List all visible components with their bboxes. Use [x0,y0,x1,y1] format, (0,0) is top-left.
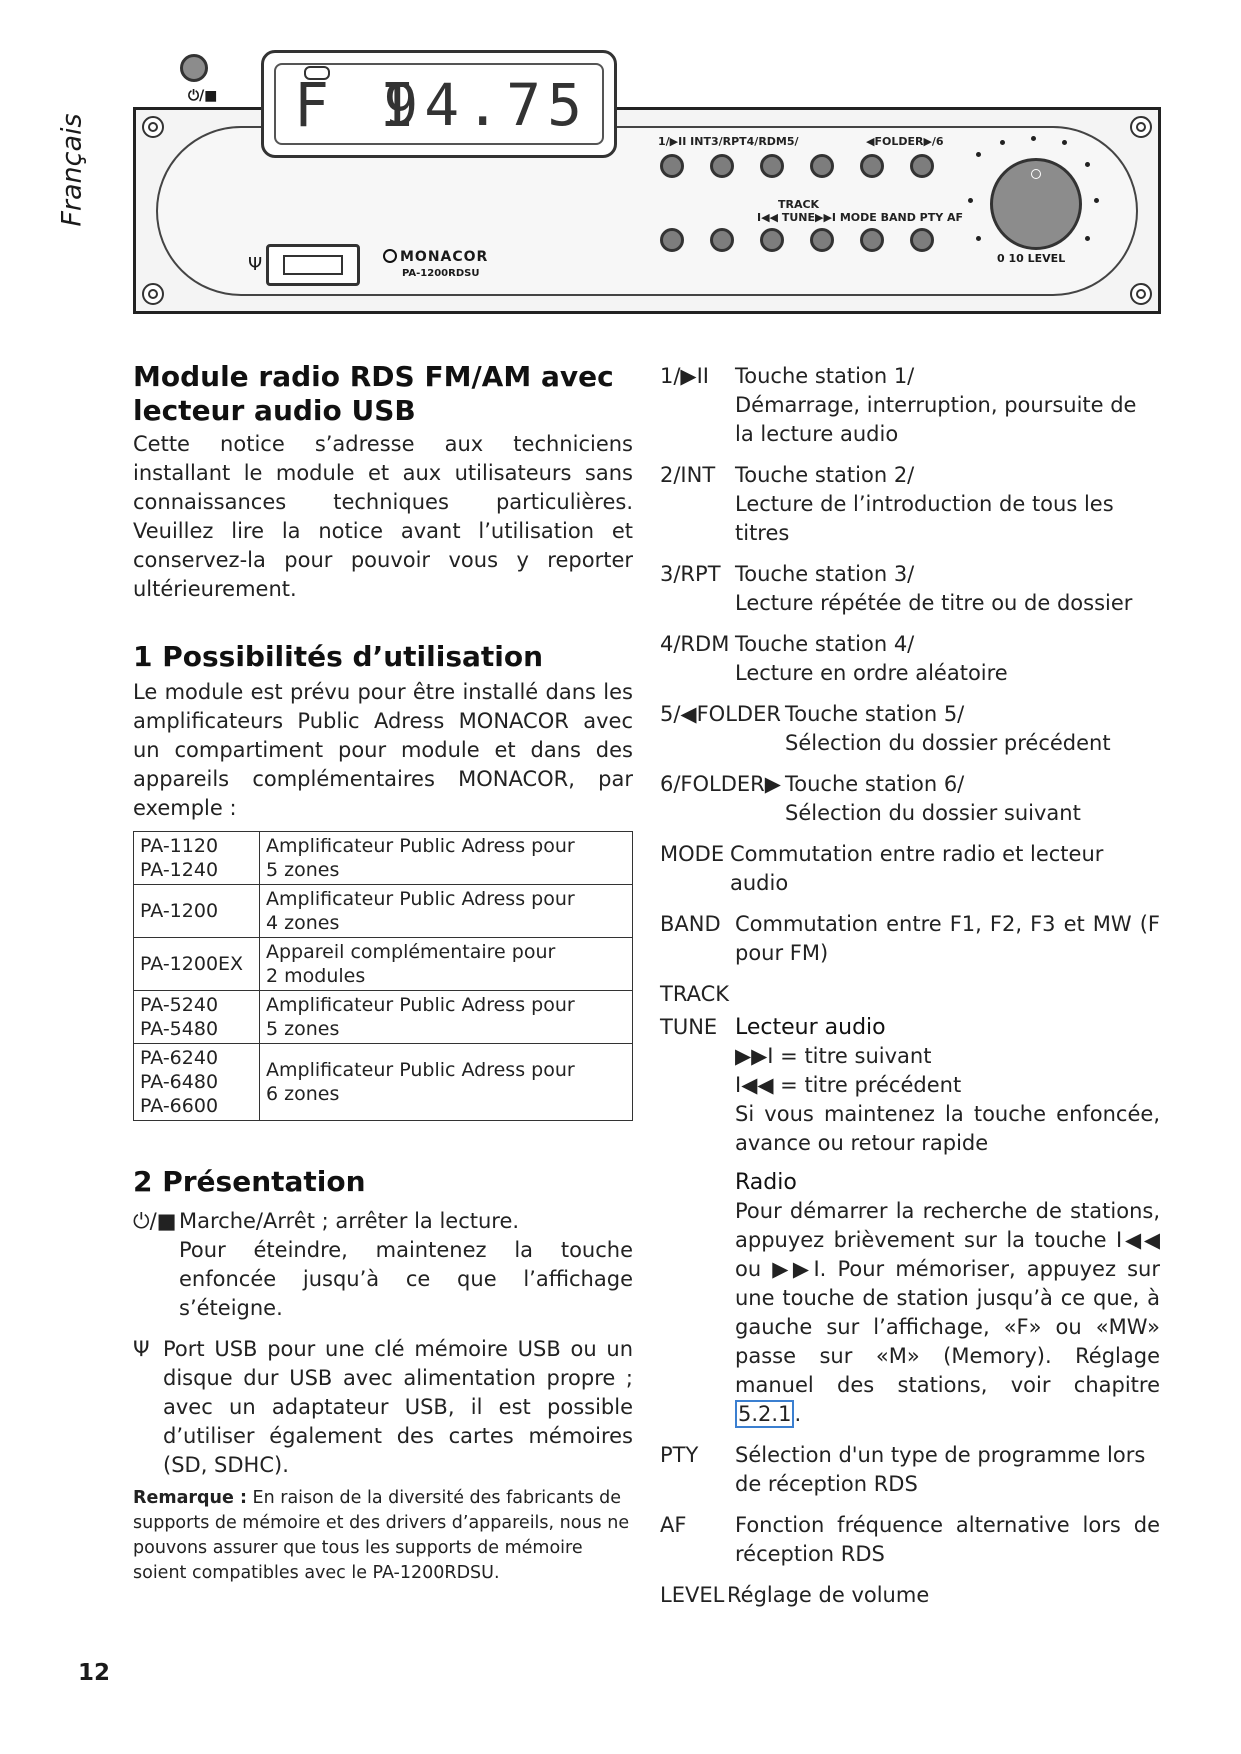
control-symbol: 4/RDM [660,632,730,656]
control-description: Commutation entre radio et lecteur audio [730,842,1104,895]
band-button [810,228,834,252]
level-knob [990,158,1082,250]
control-item [660,362,1160,449]
station-3-button [760,154,784,178]
control-title: Touche station 4/ [735,632,915,656]
station-4-button [810,154,834,178]
top-buttons-label: 1/▶II INT3/RPT4/RDM5/ [658,135,799,148]
control-symbol: TRACK [660,982,729,1006]
table-cell-description: Amplificateur Public Adress pour 5 zones [260,991,633,1044]
track-prev-button [660,228,684,252]
display-frequency-text: 94.75 [383,71,588,139]
control-description: Sélection du dossier suivant [785,801,1081,825]
usb-text: Port USB pour une clé mémoire USB ou un disque dur USB avec alimentation propre ; avec un adaptateur USB, il est possible d’utiliser également des cartes mémoires (SD, SDHC). [163,1337,633,1477]
control-title: Touche station 3/ [735,562,915,586]
screw-icon [142,283,164,305]
folder-buttons-label: ◀FOLDER▶/6 [866,135,944,148]
note-label: Remarque : [133,1488,247,1508]
pty-item [660,1441,1160,1499]
control-symbol: 3/RPT [660,562,721,586]
table-cell-models: PA-1200EX [134,938,260,991]
table-row [134,885,633,938]
audio-prev: I◀◀ = titre précédent [735,1073,962,1097]
power-text: Marche/Arrêt ; arrêter la lecture. [179,1209,520,1233]
control-symbol: MODE [660,842,725,866]
usb-description [133,1335,633,1480]
control-symbol: LEVEL [660,1583,725,1607]
control-symbol: 5/◀FOLDER [660,702,781,726]
section-1-heading: 1 Possibilités d’utilisation [133,640,544,673]
control-description: Sélection du dossier précédent [785,731,1111,755]
language-side-label: Français [56,113,88,227]
radio-text: Pour démarrer la recherche de stations, appuyez brièvement sur la touche I◀◀ ou ▶▶I. Pour mémoriser, appuyez sur une touche de station jusqu’à ce que, à gauche sur l’affichage, «F» ou «MW» passe sur «M» (Memory). Réglage manuel des stations, voir chapitre 5.2.1 . [735,1199,1160,1426]
left-column [133,360,633,1586]
table-row [134,991,633,1044]
screw-icon [1130,116,1152,138]
control-title: Touche station 2/ [735,463,915,487]
control-item [660,560,1160,618]
power-text-detail: Pour éteindre, maintenez la touche enfoncée jusqu’à ce que l’affichage s’éteigne. [179,1238,633,1320]
track-next-button [710,228,734,252]
control-symbol: AF [660,1513,687,1537]
power-icon: ⏻/■ [133,1209,177,1233]
display-band-text: F I [294,69,423,141]
control-title: Touche station 1/ [735,364,915,388]
control-description: Démarrage, interruption, poursuite de la lecture audio [735,393,1137,446]
document-title: Module radio RDS FM/AM avec lecteur audio USB [133,360,614,427]
audio-hold: Si vous maintenez la touche enfoncée, avance ou retour rapide [735,1102,1160,1155]
brand-logo: MONACOR [383,249,488,265]
control-description: Lecture répétée de titre ou de dossier [735,591,1133,615]
models-table [133,831,633,1121]
table-cell-description: Amplificateur Public Adress pour 6 zones [260,1044,633,1121]
control-item [660,700,1160,758]
station-2-button [710,154,734,178]
af-button [910,228,934,252]
control-description: Commutation entre F1, F2, F3 et MW (F pour FM) [735,912,1160,965]
station-5-button [860,154,884,178]
mode-button [760,228,784,252]
control-description: Réglage de volume [727,1583,930,1607]
model-label: PA-1200RDSU [402,268,480,279]
table-cell-description: Appareil complémentaire pour 2 modules [260,938,633,991]
table-cell-models: PA-1200 [134,885,260,938]
station-6-button [910,154,934,178]
af-item [660,1511,1160,1569]
track-item [660,980,1160,1009]
level-item [660,1581,1160,1610]
radio-item [660,1168,1160,1429]
usb-port [266,244,360,286]
power-description-detail [133,1236,633,1323]
control-item [660,461,1160,548]
lcd-display [261,50,617,158]
table-cell-models: PA-1120 PA-1240 [134,832,260,885]
right-column [660,362,1160,1610]
table-row [134,938,633,991]
table-cell-models: PA-6240 PA-6480 PA-6600 [134,1044,260,1121]
control-symbol: 6/FOLDER▶ [660,772,781,796]
control-item [660,770,1160,828]
usb-port-icon: Ψ [133,1337,150,1361]
usb-icon: Ψ [248,254,263,275]
table-cell-models: PA-5240 PA-5480 [134,991,260,1044]
radio-subheading: Radio [735,1170,797,1195]
station-1-button [660,154,684,178]
audio-next: ▶▶I = titre suivant [735,1044,932,1068]
note-text: En raison de la diversité des fabricants de supports de mémoire et des drivers d’appareils, nous ne pouvons assurer que tous les supports de mémoire soient compatibles avec le PA-1200RDSU. [133,1488,630,1583]
section-1-paragraph: Le module est prévu pour être installé dans les amplificateurs Public Adress MONACOR avec un compartiment pour module et dans des appareils complémentaires MONACOR, par exemple : [133,680,633,820]
page-number: 12 [78,1660,111,1686]
power-button [180,54,208,82]
screw-icon [142,116,164,138]
table-cell-description: Amplificateur Public Adress pour 5 zones [260,832,633,885]
pty-button [860,228,884,252]
control-symbol: 1/▶II [660,364,709,388]
control-symbol: 2/INT [660,463,716,487]
control-symbol: TUNE [660,1015,718,1039]
control-description: Lecture en ordre aléatoire [735,661,1008,685]
tune-item [660,1013,1160,1158]
control-symbol: PTY [660,1443,699,1467]
control-description: Fonction fréquence alternative lors de réception RDS [735,1513,1160,1566]
control-title: Touche station 5/ [785,702,965,726]
note [133,1486,633,1586]
bottom-buttons-label: I◀◀ TUNE▶▶I MODE BAND PTY AF [757,211,964,224]
table-row [134,832,633,885]
section-2-heading: 2 Présentation [133,1165,366,1198]
control-item [660,630,1160,688]
chapter-link[interactable]: 5.2.1 [735,1400,794,1428]
audio-subheading: Lecteur audio [735,1015,886,1040]
power-symbol-label: ⏻/■ [188,88,218,104]
control-description: Sélection d'un type de programme lors de réception RDS [735,1443,1146,1496]
track-label: TRACK [778,198,820,211]
intro-paragraph: Cette notice s’adresse aux techniciens installant le module et aux utilisateurs sans connaissances techniques particulières. Veuillez lire la notice avant l’utilisation et conservez-la pour pouvoir vous y reporter ultérieurement. [133,432,633,601]
band-item [660,910,1160,968]
mode-item [660,840,1160,898]
table-cell-description: Amplificateur Public Adress pour 4 zones [260,885,633,938]
power-description [133,1207,633,1236]
screw-icon [1130,283,1152,305]
control-title: Touche station 6/ [785,772,965,796]
control-description: Lecture de l’introduction de tous les titres [735,492,1114,545]
level-label: 0 10 LEVEL [997,252,1066,265]
table-row [134,1044,633,1121]
control-symbol: BAND [660,912,721,936]
